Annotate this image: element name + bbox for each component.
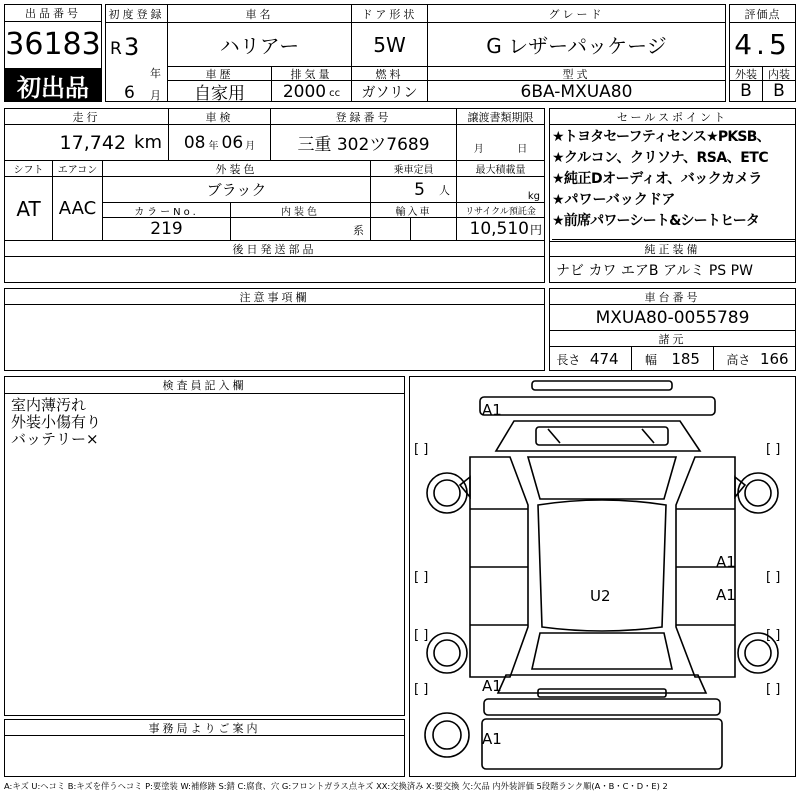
displacement-header: 排気量 bbox=[272, 67, 352, 81]
bracket-mark: [ ] bbox=[766, 682, 781, 697]
sales-points-block bbox=[549, 108, 796, 283]
length-label: 長さ bbox=[556, 352, 581, 367]
registration-header: 初度登録 bbox=[106, 5, 168, 23]
model-code-header: 型式 bbox=[428, 67, 725, 81]
capacity-cell bbox=[371, 177, 457, 203]
sales-points-header: セールスポイント bbox=[550, 109, 795, 125]
details-block bbox=[4, 108, 545, 283]
plate-value: 三重 302ツ7689 bbox=[271, 125, 457, 161]
int-color-unit: 系 bbox=[353, 224, 364, 237]
main-grid bbox=[105, 4, 726, 102]
displacement-unit: cc bbox=[329, 88, 341, 99]
grade-value: G レザーパッケージ bbox=[428, 23, 725, 67]
inspector-note: 外装小傷有り bbox=[11, 413, 102, 431]
inspector-block bbox=[4, 376, 405, 716]
recycle-value: 10,510 bbox=[469, 219, 529, 239]
int-color-cell bbox=[231, 218, 371, 241]
capacity-unit: 人 bbox=[439, 183, 450, 197]
import-cell bbox=[371, 218, 411, 241]
damage-mark: U2 bbox=[590, 587, 611, 605]
lot-number: 36183 bbox=[4, 21, 102, 69]
inspector-header: 検査員記入欄 bbox=[5, 377, 404, 394]
equipment-value: ナビ カワ エアB アルミ PS PW bbox=[556, 262, 753, 279]
int-color-header: 内装色 bbox=[231, 203, 371, 218]
width-value: 185 bbox=[671, 349, 700, 368]
mileage-unit: km bbox=[134, 132, 162, 153]
inspector-notes bbox=[11, 397, 101, 448]
bracket-mark: [ ] bbox=[414, 682, 429, 697]
inspection-year-unit: 年 bbox=[208, 141, 219, 152]
recycle-cell bbox=[457, 218, 544, 241]
displacement-cell bbox=[272, 81, 352, 102]
dimensions-header: 諸元 bbox=[550, 331, 795, 347]
recycle-header: リサイクル預託金 bbox=[457, 203, 544, 218]
later-parts-value bbox=[5, 257, 544, 282]
damage-mark: A1 bbox=[482, 401, 502, 419]
dim-divider bbox=[713, 347, 714, 370]
grade-header: グレード bbox=[428, 5, 725, 23]
damage-mark: A1 bbox=[716, 553, 736, 571]
inspection-cell bbox=[169, 125, 271, 161]
fuel-header: 燃料 bbox=[352, 67, 428, 81]
max-load-header: 最大積載量 bbox=[457, 161, 544, 177]
bracket-mark: [ ] bbox=[766, 570, 781, 585]
bracket-mark: [ ] bbox=[414, 570, 429, 585]
capacity-header: 乗車定員 bbox=[371, 161, 457, 177]
lot-header: 出品番号 bbox=[4, 4, 102, 22]
damage-mark: A1 bbox=[716, 586, 736, 604]
top-block bbox=[4, 4, 796, 102]
history-value: 自家用 bbox=[168, 81, 272, 102]
inspection-month-unit: 月 bbox=[245, 141, 256, 152]
recycle-unit: 円 bbox=[529, 222, 542, 237]
height-group bbox=[726, 350, 788, 368]
model-code-value: 6BA-MXUA80 bbox=[520, 81, 633, 102]
chassis-value: MXUA80-0055789 bbox=[550, 305, 795, 331]
length-group bbox=[556, 350, 618, 368]
shift-header: シフト bbox=[5, 161, 53, 177]
displacement-value: 2000 bbox=[282, 81, 327, 102]
car-name: ハリアー bbox=[168, 23, 352, 67]
transfer-cell bbox=[457, 125, 544, 161]
dimensions-row bbox=[550, 347, 795, 370]
exterior-score-header: 外装 bbox=[730, 67, 763, 81]
registration-era: R bbox=[110, 39, 122, 59]
registration-month: 6 bbox=[124, 83, 135, 102]
mileage-value: 17,742 bbox=[59, 131, 127, 154]
door-header: ドア形状 bbox=[352, 5, 428, 23]
notes-block bbox=[4, 288, 545, 371]
import-cell-2 bbox=[411, 218, 457, 241]
chassis-header: 車台番号 bbox=[550, 289, 795, 305]
registration-year-unit: 年 bbox=[150, 67, 161, 80]
bracket-mark: [ ] bbox=[414, 628, 429, 643]
damage-mark: A1 bbox=[482, 677, 502, 695]
height-value: 166 bbox=[759, 349, 789, 368]
interior-score-header: 内装 bbox=[763, 67, 795, 81]
bracket-mark: [ ] bbox=[414, 442, 429, 457]
inspector-note: バッテリー× bbox=[11, 430, 99, 448]
color-no-value: 219 bbox=[103, 218, 231, 241]
registration-month-unit: 月 bbox=[150, 89, 161, 102]
transfer-header: 譲渡書類期限 bbox=[457, 109, 544, 125]
width-label: 幅 bbox=[645, 352, 658, 367]
sales-point: ★前席パワーシート&シートヒータ bbox=[552, 213, 760, 229]
car-name-header: 車名 bbox=[168, 5, 352, 23]
car-diagram bbox=[409, 376, 796, 777]
max-load-cell bbox=[457, 177, 544, 203]
registration-year: 3 bbox=[124, 33, 140, 61]
mileage-cell bbox=[5, 125, 169, 161]
fuel-value: ガソリン bbox=[352, 81, 428, 102]
max-load-unit: kg bbox=[527, 191, 540, 202]
aircon-value: AAC bbox=[53, 177, 103, 241]
inspection-year: 08 bbox=[183, 132, 206, 153]
later-parts-header: 後日発送部品 bbox=[5, 241, 544, 257]
interior-score: B bbox=[773, 81, 785, 101]
notes-header: 注意事項欄 bbox=[5, 289, 544, 305]
transfer-day-unit: 日 bbox=[517, 144, 528, 155]
inspector-note: 室内薄汚れ bbox=[11, 396, 87, 414]
inspection-month: 06 bbox=[221, 132, 244, 153]
score-block bbox=[729, 4, 796, 102]
score-value: 4.5 bbox=[730, 23, 795, 67]
plate-header: 登録番号 bbox=[271, 109, 457, 125]
length-value: 474 bbox=[589, 349, 619, 368]
ext-color-header: 外装色 bbox=[103, 161, 371, 177]
first-listing-badge-text: 初出品 bbox=[17, 73, 89, 102]
color-no-header: カラーNo. bbox=[103, 203, 231, 218]
sales-point: ★パワーバックドア bbox=[552, 192, 676, 208]
shift-value: AT bbox=[5, 177, 53, 241]
ext-color-value: ブラック bbox=[103, 177, 371, 203]
equipment-header: 純正装備 bbox=[550, 241, 795, 257]
office-block bbox=[4, 719, 405, 777]
aircon-header: エアコン bbox=[53, 161, 103, 177]
car-diagram-svg bbox=[410, 377, 795, 776]
legend: A:キズ U:ヘコミ B:キズを伴うヘコミ P:要塗装 W:補修跡 S:錆 C:腐食、穴 G:フロントガラス点キズ XX:交換済み X:要交換 欠:欠品 内外装評価 5段階ランク順(A・B・C・D・E) 2 bbox=[4, 781, 668, 791]
import-header: 輸入車 bbox=[371, 203, 457, 218]
mileage-header: 走行 bbox=[5, 109, 169, 125]
registration-year-cell bbox=[106, 23, 168, 102]
first-listing-badge bbox=[4, 68, 102, 102]
dim-divider bbox=[631, 347, 632, 370]
sales-points-list bbox=[552, 127, 795, 240]
bracket-mark: [ ] bbox=[766, 628, 781, 643]
history-header: 車歴 bbox=[168, 67, 272, 81]
door-type: 5W bbox=[352, 23, 428, 67]
office-header: 事務局よりご案内 bbox=[5, 720, 404, 736]
height-label: 高さ bbox=[726, 352, 751, 367]
transfer-month-unit: 月 bbox=[473, 144, 484, 155]
width-group bbox=[645, 350, 700, 368]
capacity-value: 5 bbox=[414, 179, 425, 200]
sales-point: ★トヨタセーフティセンス★PKSB、 bbox=[552, 129, 770, 145]
damage-mark: A1 bbox=[482, 730, 502, 748]
chassis-block bbox=[549, 288, 796, 371]
bracket-mark: [ ] bbox=[766, 442, 781, 457]
score-header: 評価点 bbox=[730, 5, 795, 23]
exterior-score: B bbox=[730, 81, 763, 101]
inspection-header: 車検 bbox=[169, 109, 271, 125]
sales-point: ★純正Dオーディオ、バックカメラ bbox=[552, 171, 762, 187]
sales-point: ★クルコン、クリソナ、RSA、ETC bbox=[552, 150, 769, 166]
